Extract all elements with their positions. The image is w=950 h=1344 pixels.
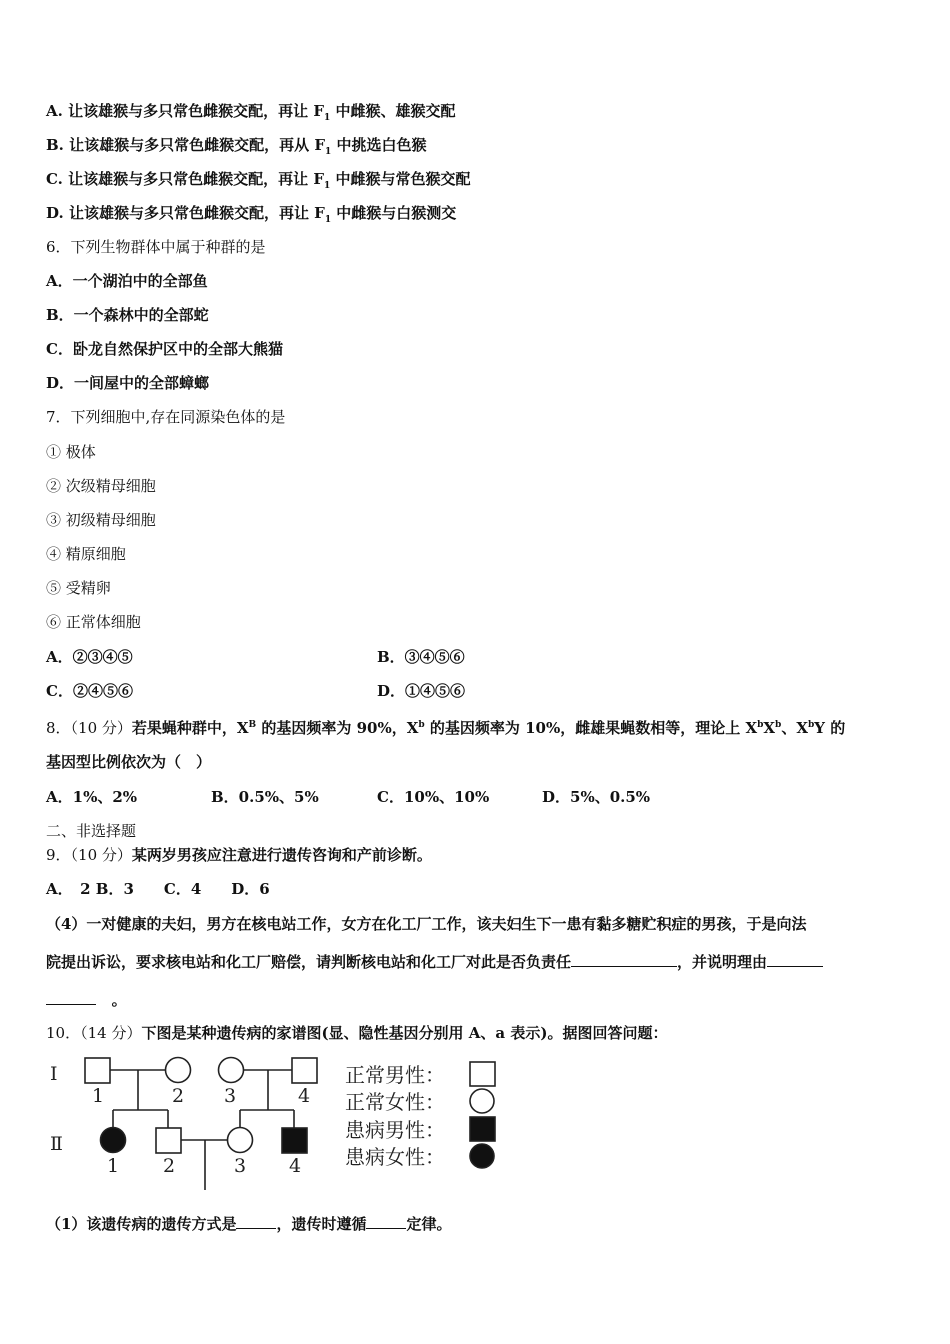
q5-option-a: A. 让该雄猴与多只常色雌猴交配，再让 $F_1$ 中雌猴、雄猴交配 <box>46 102 456 123</box>
answer-blank[interactable] <box>46 990 96 1005</box>
q6-option-b: B．一个森林中的全部蛇 <box>46 306 209 324</box>
q7-option-d: D．①④⑤⑥ <box>377 682 466 700</box>
gen1-2-female-normal <box>166 1058 191 1083</box>
gen1-1-male-normal <box>85 1058 110 1083</box>
q8-stem-line2: 基因型比例依次为（ ） <box>46 753 212 771</box>
gen1-4-male-normal <box>292 1058 317 1083</box>
individual-number: 1 <box>107 1155 120 1177</box>
legend-female-affected-icon <box>470 1144 494 1168</box>
q9-options: A． 2 B．3 C．4 D．6 <box>46 880 270 898</box>
answer-blank[interactable] <box>571 952 677 967</box>
individual-number: 3 <box>234 1155 247 1177</box>
legend-male-affected-icon <box>470 1117 495 1141</box>
q8-option-a: A．1%、2% <box>46 788 138 806</box>
individual-number: 2 <box>172 1085 185 1107</box>
q7-option-a: A．②③④⑤ <box>46 648 133 666</box>
gen2-3-female-normal <box>228 1128 253 1153</box>
q8-option-c: C．10%、10% <box>377 788 490 806</box>
individual-number: 4 <box>289 1155 302 1177</box>
q10-stem: 10．（14 分）下图是某种遗传病的家谱图(显、隐性基因分别用 A、a 表示)。据图回答问题： <box>46 1024 668 1042</box>
q7-item: ① 极体 <box>46 443 96 461</box>
q6-option-d: D．一间屋中的全部蟑螂 <box>46 374 210 392</box>
q7-option-b: B．③④⑤⑥ <box>377 648 465 666</box>
legend-label: 患病女性： <box>345 1145 445 1169</box>
q7-item: ⑤ 受精卵 <box>46 579 111 597</box>
q6-option-c: C．卧龙自然保护区中的全部大熊猫 <box>46 340 283 358</box>
gen2-2-male-normal <box>156 1128 181 1153</box>
individual-number: 4 <box>298 1085 311 1107</box>
gen2-4-male-affected <box>282 1128 307 1153</box>
q8-option-d: D．5%、0.5% <box>542 788 651 806</box>
q7-option-c: C．②④⑤⑥ <box>46 682 133 700</box>
pedigree-diagram <box>40 1048 520 1198</box>
generation-label: Ⅰ <box>50 1063 58 1085</box>
q7-item: ② 次级精母细胞 <box>46 477 156 495</box>
q10-part1: （1）该遗传病的遗传方式是 ，遗传时遵循 定律。 <box>46 1215 452 1233</box>
q5-option-b: B. 让该雄猴与多只常色雌猴交配，再从 $F_1$ 中挑选白色猴 <box>46 136 427 157</box>
legend-label: 患病男性： <box>345 1118 445 1142</box>
section-heading: 二、非选择题 <box>46 822 137 840</box>
generation-label: Ⅱ <box>50 1133 63 1155</box>
answer-blank[interactable] <box>236 1214 276 1229</box>
q5-option-c: C. 让该雄猴与多只常色雌猴交配，再让 $F_1$ 中雌猴与常色猴交配 <box>46 170 471 191</box>
legend-label: 正常女性： <box>345 1090 445 1114</box>
answer-blank[interactable] <box>767 952 823 967</box>
individual-number: 2 <box>163 1155 176 1177</box>
q7-item: ③ 初级精母细胞 <box>46 511 156 529</box>
q6-stem: 6．下列生物群体中属于种群的是 <box>46 238 266 256</box>
q9-stem: 9．（10 分）某两岁男孩应注意进行遗传咨询和产前诊断。 <box>46 846 432 864</box>
q7-item: ④ 精原细胞 <box>46 545 126 563</box>
answer-blank[interactable] <box>366 1214 406 1229</box>
gen1-3-female-normal <box>219 1058 244 1083</box>
q7-item: ⑥ 正常体细胞 <box>46 613 141 631</box>
legend-female-normal-icon <box>470 1089 494 1113</box>
legend-label: 正常男性： <box>345 1063 445 1087</box>
individual-number: 3 <box>224 1085 237 1107</box>
q5-option-d: D. 让该雄猴与多只常色雌猴交配，再让 $F_1$ 中雌猴与白猴测交 <box>46 204 457 225</box>
q8-option-b: B．0.5%、5% <box>211 788 319 806</box>
q9-part4-line3: 。 <box>46 990 127 1010</box>
legend-male-normal-icon <box>470 1062 495 1086</box>
q9-part4-line1: （4）一对健康的夫妇，男方在核电站工作，女方在化工厂工作，该夫妇生下一患有黏多糖贮积症的男孩，于是向法 <box>46 915 807 933</box>
q7-stem: 7．下列细胞中,存在同源染色体的是 <box>46 408 286 426</box>
q9-part4-line2: 院提出诉讼，要求核电站和化工厂赔偿，请判断核电站和化工厂对此是否负责任 ，并说明理由 <box>46 952 823 972</box>
q6-option-a: A．一个湖泊中的全部鱼 <box>46 272 208 290</box>
gen2-1-female-affected <box>101 1128 126 1153</box>
individual-number: 1 <box>92 1085 105 1107</box>
q8-stem: 8．（10 分）若果蝇种群中，$X^B$ 的基因频率为 90%，$X^b$ 的基因频率为 10%，雌雄果蝇数相等，理论上 $X^bX^b$、$X^bY$ 的 <box>46 719 846 737</box>
